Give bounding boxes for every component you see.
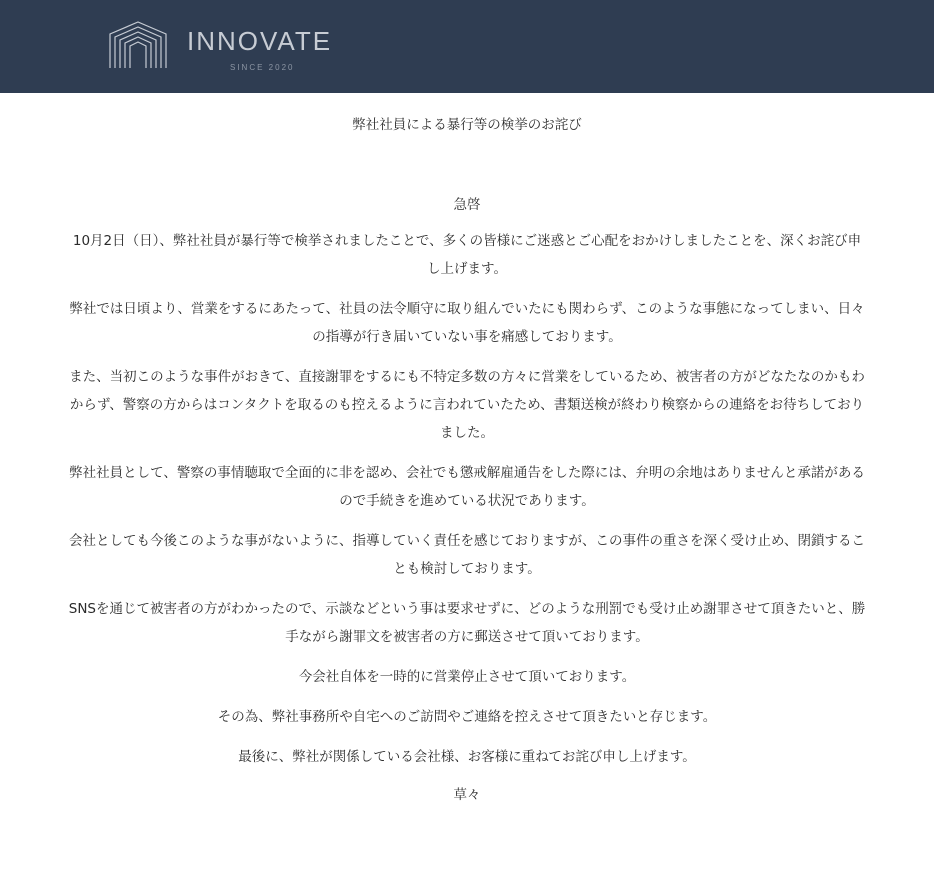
document-title: 弊社社員による暴行等の検挙のお詫び	[352, 117, 582, 133]
apology-document	[60, 93, 874, 805]
opening-salutation: 急啓	[453, 197, 481, 213]
brand-since: SINCE 2020	[230, 63, 295, 72]
paragraph: 10月2日（日）、弊社社員が暴行等で検挙されましたことで、多くの皆様にご迷惑とご心配をおかけしましたことを、深くお詫び申し上げます。	[72, 233, 862, 277]
paragraph: 弊社社員として、警察の事情聴取で全面的に非を認め、会社でも懲戒解雇通告をした際には、弁明の余地はありませんと承諾があるので手続きを進めている状況であります。	[69, 465, 865, 509]
paragraph: 弊社では日頃より、営業をするにあたって、社員の法令順守に取り組んでいたにも関わらず、このような事態になってしまい、日々の指導が行き届いていない事を痛感しております。	[69, 301, 865, 345]
paragraph: 最後に、弊社が関係している会社様、お客様に重ねてお詫び申し上げます。	[238, 749, 696, 765]
brand-name[interactable]: INNOVATE	[187, 26, 333, 56]
paragraph: また、当初このような事件がおきて、直接謝罪をするにも不特定多数の方々に営業をしているため、被害者の方がどなたなのかもわからず、警察の方からはコンタクトを取るのも控えるように言われていたため、書類送検が終わり検察からの連絡をお待ちしておりました。	[69, 369, 865, 441]
paragraph: 会社としても今後このような事がないように、指導していく責任を感じておりますが、この事件の重さを深く受け止め、閉鎖することも検討しております。	[69, 533, 865, 577]
house-outline-icon[interactable]	[108, 20, 168, 70]
paragraph: その為、弊社事務所や自宅へのご訪問やご連絡を控えさせて頂きたいと存じます。	[217, 709, 717, 725]
paragraph: 今会社自体を一時的に営業停止させて頂いております。	[298, 669, 636, 685]
paragraph: SNSを通じて被害者の方がわかったので、示談などという事は要求せずに、どのような刑罰でも受け止め謝罪させて頂きたいと、勝手ながら謝罪文を被害者の方に郵送させて頂いております。	[68, 601, 866, 645]
closing-salutation: 草々	[453, 787, 481, 803]
site-header	[0, 0, 934, 93]
